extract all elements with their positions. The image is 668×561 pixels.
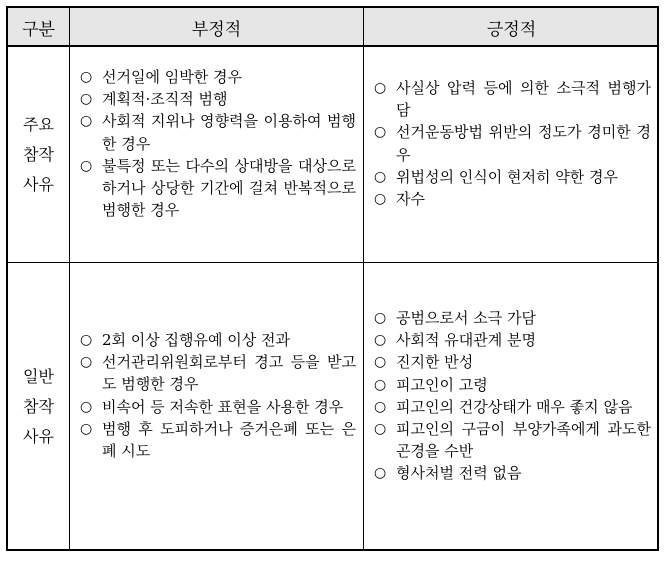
circle-bullet-icon: ○ xyxy=(80,332,93,348)
list-item: ○ 진지한 반성 xyxy=(374,351,651,373)
circle-bullet-icon: ○ xyxy=(374,310,387,326)
list-item: ○ 공범으로서 소극 가담 xyxy=(374,307,651,329)
list-item: ○ 비속어 등 저속한 표현을 사용한 경우 xyxy=(80,396,356,418)
circle-bullet-icon: ○ xyxy=(374,421,387,438)
major-positive-list xyxy=(374,77,651,210)
circle-bullet-icon: ○ xyxy=(374,398,387,415)
row-label-line: 일반 xyxy=(23,367,54,386)
list-item: ○ 피고인의 건강상태가 매우 좋지 않음 xyxy=(374,396,651,418)
circle-bullet-icon: ○ xyxy=(80,69,93,85)
circle-bullet-icon: ○ xyxy=(374,354,387,371)
circle-bullet-icon: ○ xyxy=(374,465,387,482)
column-divider xyxy=(69,8,70,549)
column-divider xyxy=(363,8,364,549)
header-positive: 긍정적 xyxy=(486,19,537,40)
row-label-line: 사유 xyxy=(23,427,54,446)
list-item: ○ 계획적·조직적 범행 xyxy=(80,88,356,110)
row-label-line: 참작 xyxy=(23,144,54,164)
list-item: ○ 피고인이 고령 xyxy=(374,374,651,396)
circle-bullet-icon: ○ xyxy=(374,376,387,393)
row-label-line: 사유 xyxy=(23,174,54,194)
list-item: ○ 선거운동방법 위반의 정도가 경미한 경우 xyxy=(374,123,651,164)
circle-bullet-icon: ○ xyxy=(80,420,93,437)
circle-bullet-icon: ○ xyxy=(374,124,387,141)
circle-bullet-icon: ○ xyxy=(80,157,93,174)
list-item: ○ 선거일에 임박한 경우 xyxy=(80,66,356,88)
list-item: ○ 형사처벌 전력 없음 xyxy=(374,462,651,484)
list-item: ○ 사실상 압력 등에 의한 소극적 범행가담 xyxy=(374,79,651,120)
list-item: ○ 선거관리위원회로부터 경고 등을 받고도 범행한 경우 xyxy=(80,353,356,394)
major-negative-list xyxy=(80,66,356,221)
row-label-major xyxy=(8,47,69,262)
circle-bullet-icon: ○ xyxy=(80,113,93,130)
list-item: ○ 피고인의 구금이 부양가족에게 과도한 곤경을 수반 xyxy=(374,420,651,461)
general-positive-list xyxy=(374,307,651,485)
circle-bullet-icon: ○ xyxy=(80,398,93,415)
circle-bullet-icon: ○ xyxy=(374,332,387,349)
circle-bullet-icon: ○ xyxy=(374,168,387,185)
list-item: ○ 2회 이상 집행유예 이상 전과 xyxy=(80,329,356,351)
list-item: ○ 위법성의 인식이 현저히 약한 경우 xyxy=(374,166,651,188)
circle-bullet-icon: ○ xyxy=(80,91,93,108)
row-label-line: 참작 xyxy=(23,397,54,416)
list-item: ○ 사회적 유대관계 분명 xyxy=(374,329,651,351)
header-category: 구분 xyxy=(22,19,55,40)
header-negative: 부정적 xyxy=(191,19,242,40)
list-item: ○ 자수 xyxy=(374,188,651,210)
list-item: ○ 범행 후 도피하거나 증거은폐 또는 은폐 시도 xyxy=(80,419,356,461)
circle-bullet-icon: ○ xyxy=(374,80,387,96)
list-item: ○ 사회적 지위나 영향력을 이용하여 범행한 경우 xyxy=(80,112,356,153)
row-label-general xyxy=(8,263,69,551)
general-negative-list xyxy=(80,329,356,462)
list-item: ○ 불특정 또는 다수의 상대방을 대상으로 하거나 상당한 기간에 걸쳐 반복적으로 범행한 경우 xyxy=(80,156,356,220)
criteria-table xyxy=(6,6,659,551)
row-divider xyxy=(8,262,657,263)
circle-bullet-icon: ○ xyxy=(374,191,387,208)
row-label-line: 주요 xyxy=(23,114,54,134)
circle-bullet-icon: ○ xyxy=(80,354,93,371)
